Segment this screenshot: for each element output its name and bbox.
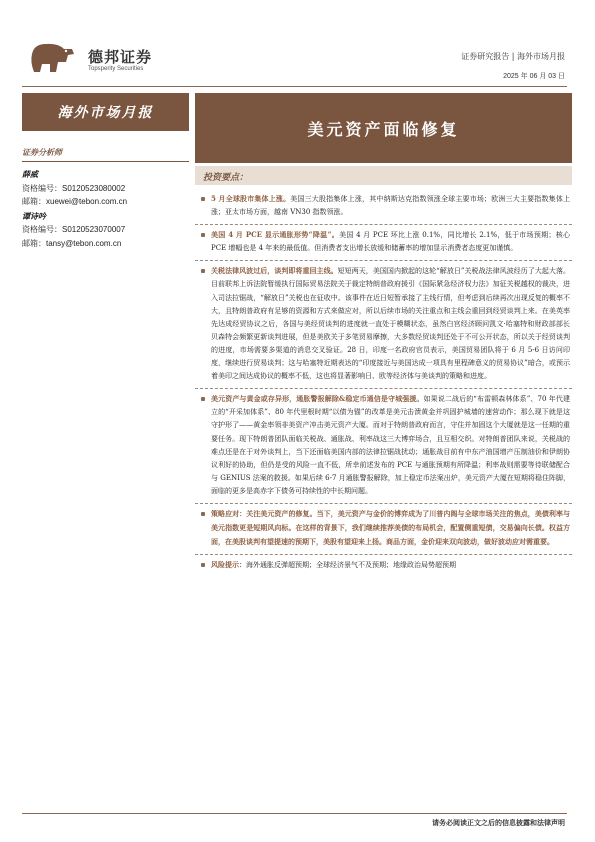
report-date: 2025 年 06 月 03 日 bbox=[503, 73, 565, 80]
brand-name-cn: 德邦证券 bbox=[88, 48, 153, 66]
company-logo bbox=[28, 40, 78, 76]
key-point-item bbox=[195, 225, 572, 261]
analyst-license bbox=[22, 223, 192, 237]
analyst-email bbox=[22, 237, 192, 251]
report-title: 美元资产面临修复 bbox=[195, 93, 572, 163]
key-point-body: 短短两天，美国国内掀起的这轮“解放日”关税战法律风波经历了大起大落。目前联邦上诉法院暂缓执行国际贸易法院关于裁定特朗普政府援引《国际紧急经济权力法》加征关税越权的裁决，进入司法拉锯战，“解放日”关税也在征收中。该事件在近日短暂承接了主线行情，但考虑到后续再次出现反复的概率不大，且特朗普政府有足够的资源和方式来做应对，所以后续市场的关注重点和主线会重回到经贸谈判上来。在美英率先达成经贸协议之后，各国与美经贸谈判的进度就一直处于模糊状态，虽然白宫经济顾问凯文·哈塞特和财政部部长贝森特会频繁更新谈判进展，但是美欧关于多笔贸易摩擦，大多数经贸谈判还处于不可公开状态，所以关于经贸谈判的进度，市场需要多渠道的消息交叉验证。28 日，印度一名政府官员表示，美国贸易团队将于 6 月 5-6 日访问印度，继续进行贸易谈判；这与哈塞特近期表达的“印度接近与美国达成一项具有里程碑意义的贸易协议”暗合，或预示着美印之间达成协议的概率不低，这也将显著影响日、欧等经济体与美谈判的策略和进度。 bbox=[211, 267, 571, 381]
risk-warning-lead: 风险提示： bbox=[211, 560, 246, 570]
report-type: 证券研究报告 | 海外市场月报 bbox=[461, 52, 565, 61]
key-point-lead: 5 月全球股市集体上涨。 bbox=[211, 194, 291, 203]
section-label: 海外市场月报 bbox=[22, 93, 189, 131]
key-point-item bbox=[195, 504, 572, 555]
key-points-header bbox=[195, 166, 572, 185]
analyst-entry bbox=[22, 168, 192, 209]
analyst-heading: 证券分析师 bbox=[22, 147, 189, 162]
license-number: S0120523080002 bbox=[62, 183, 126, 193]
analyst-list bbox=[22, 168, 192, 251]
key-point-item bbox=[195, 189, 572, 225]
key-point-item bbox=[195, 261, 572, 389]
email-label: 邮箱： bbox=[22, 197, 46, 206]
license-label: 资格编号： bbox=[22, 183, 62, 193]
analyst-name: 薛威 bbox=[22, 169, 38, 179]
email-address[interactable]: tansy@tebon.com.cn bbox=[46, 238, 122, 248]
risk-warning-body: 海外通胀反弹超预期；全球经济景气不及预期；地缘政治局势超预期 bbox=[246, 561, 456, 570]
analyst-email bbox=[22, 195, 192, 209]
key-point-body: 如果说二战后的“布雷顿森林体系”、70 年代建立的“开采加体系”、80 年代里根时期“以债为锚”的改革是美元击溃黄金并巩固护城墙的速营动作；那么现下就是这守护形了——黄金率领非美资产冲击美元资产大厦。而对于特朗普政府而言，守住并加固这个大厦就是这一任期的重要任务。现下特朗普团队面临关税战、通胀战、利率战这三大博弈场合，且互相交织。对特朗普团队来说，关税战的难点还是在于对外谈判上，当下还面临美国内部的法律拉锯战扰动；通胀战目前有中东产油国增产压制油价和伊朗协议利好的协助，但仍是受的风险一直不低，所幸前述发布的 PCE 与通胀预期有所降温；利率战则需要等待联储配合与 GENIUS 法案的救援。如果后续 6-7 月通胀警报解除，加上稳定币法案出炉，美元资产大厦在短期将稳住阵脚，面临的更多是高赤字下债务可持续性的中长期问题。 bbox=[211, 395, 570, 495]
key-point-item bbox=[195, 389, 572, 504]
footer-disclaimer: 请务必阅读正文之后的信息披露和法律声明 bbox=[432, 818, 565, 827]
key-point-lead: 美国 4 月 PCE 显示通胀形势“降温”。 bbox=[211, 230, 340, 240]
license-label: 资格编号： bbox=[22, 225, 62, 234]
key-points-list bbox=[195, 189, 572, 577]
analyst-name: 谭诗吟 bbox=[22, 210, 46, 221]
key-point-lead: 美元资产与黄金或存异形，通胀警报解除&稳定币通信是守城强援。 bbox=[211, 394, 424, 404]
license-number: S0120523070007 bbox=[62, 225, 126, 234]
header-divider bbox=[22, 86, 567, 87]
analyst-license bbox=[22, 182, 192, 196]
email-label: 邮箱： bbox=[22, 238, 46, 248]
key-point-body: 美国三大股指集体上涨，其中纳斯达克指数领涨全球主要市场；欧洲三大主要指数集体上涨；亚太市场方面，越南 VN30 指数领涨。 bbox=[211, 195, 571, 217]
analyst-entry bbox=[22, 210, 192, 251]
footer-divider bbox=[22, 813, 567, 814]
key-point-body: 美国 4 月 PCE 环比上涨 0.1%，同比增长 2.1%，低于市场预期；核心 PCE 增幅也是 4 年来的最低值。但消费者支出增长放缓和储蓄率的增加显示消费者态度更加谨慎。 bbox=[211, 231, 571, 253]
key-point-lead: 关税法律风波过后，谈判即将重回主线。 bbox=[211, 266, 338, 276]
key-point-lead: 策略应对：关注美元资产的修复。当下，美元资产与金价的博弈成为了川普内阁与全球市场关注的焦点，美债利率与美元指数更是短期风向标。在这样的背景下，我们继续推荐美债的布局机会，配置侧重短债，交易偏向长债。权益方面，在美股谈判有望提速的预期下，美股有望迎来上扬。商品方面，金价迎来双向波动，做好波动应对需重要。 bbox=[211, 508, 570, 547]
key-points-heading: 投资要点： bbox=[203, 173, 249, 183]
email-address[interactable]: xuewei@tebon.com.cn bbox=[46, 197, 128, 206]
key-point-item bbox=[195, 555, 572, 577]
brand-name-en: Topsperity Securities bbox=[88, 66, 144, 72]
